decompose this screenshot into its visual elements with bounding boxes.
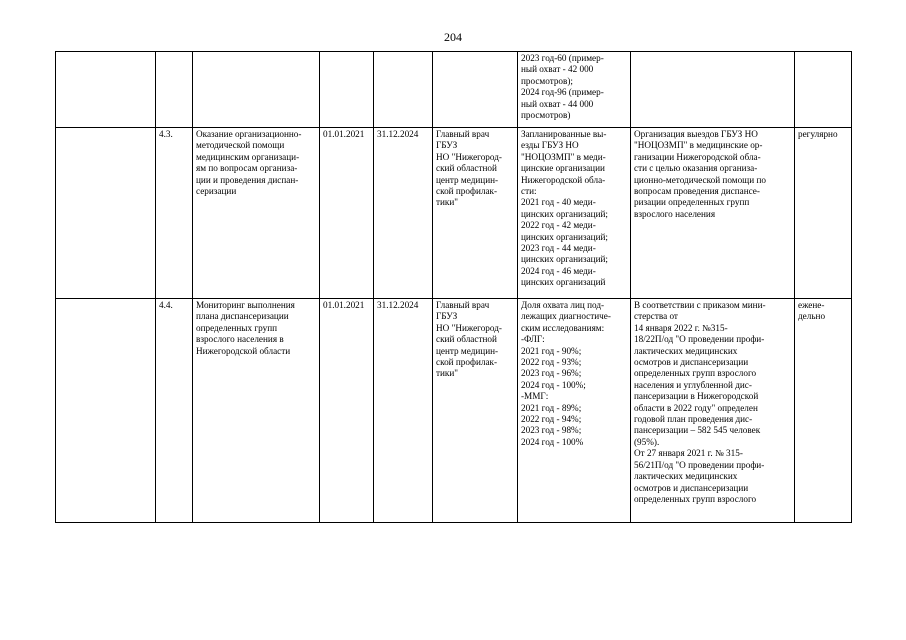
result-line: лактических медицинских: [634, 471, 738, 482]
indicator-line: 2023 год - 98%;: [521, 425, 582, 436]
result-line: ционно-методической помощи по: [634, 174, 766, 185]
frequency-cell: [795, 299, 852, 523]
indicator-line: -ФЛГ:: [521, 334, 545, 345]
indicator-line: 2021 год - 90%;: [521, 345, 582, 356]
indicator-line: 2022 год - 93%;: [521, 357, 582, 368]
frequency-line: дельно: [798, 311, 826, 322]
responsible-cell: [433, 52, 518, 128]
item-number-text: 4.4.: [159, 300, 173, 310]
end-date-cell: [374, 52, 433, 128]
result-line: взрослого населения: [634, 208, 716, 219]
frequency-line: регулярно: [798, 129, 838, 139]
result-line: ризации определенных групп: [634, 197, 750, 208]
responsible-line: тики": [436, 197, 459, 208]
indicator-line: "НОЦОЗМП" в меди-: [521, 151, 606, 162]
indicator-line: просмотров);: [521, 75, 573, 86]
responsible-line: ГБУЗ: [436, 311, 458, 322]
indicator-line: 2023 год-60 (пример-: [521, 53, 604, 63]
start-date-cell: [320, 52, 374, 128]
indicator-line: -ММГ:: [521, 391, 549, 402]
indicator-cell: [518, 128, 631, 299]
result-line: стерства от: [634, 311, 678, 322]
plan-table: [55, 51, 852, 523]
indicator-line: Запланированные вы-: [521, 129, 607, 139]
measure-line: серизации: [196, 186, 237, 197]
responsible-line: Главный врач: [436, 129, 490, 139]
item-number-cell: [156, 128, 193, 299]
responsible-line: ский областной: [436, 334, 497, 345]
table-row: [56, 52, 852, 128]
start-date-text: 01.01.2021: [323, 129, 365, 139]
indicator-line: сти:: [521, 186, 537, 197]
indicator-line: ный охват - 42 000: [521, 64, 594, 75]
table-row: [56, 128, 852, 299]
result-line: определенных групп взрослого: [634, 368, 757, 379]
indicator-line: 2021 год - 89%;: [521, 402, 582, 413]
result-cell: [631, 299, 795, 523]
indicator-line: ским исследованиям:: [521, 322, 605, 333]
result-line: сти с целью оказания организа-: [634, 163, 758, 174]
indicator-line: цинских организаций;: [521, 254, 608, 265]
indicator-cell: [518, 299, 631, 523]
responsible-line: центр медицин-: [436, 345, 499, 356]
responsible-line: ГБУЗ: [436, 140, 458, 151]
measure-line: Нижегородской области: [196, 345, 291, 356]
result-line: От 27 января 2021 г. № 315-: [634, 448, 743, 459]
blank-cell: [56, 299, 156, 523]
result-line: ганизации Нижегородской обла-: [634, 151, 761, 162]
responsible-line: НО "Нижегород-: [436, 322, 502, 333]
indicator-line: цинские организации: [521, 163, 605, 174]
indicator-line: 2021 год - 40 меди-: [521, 197, 596, 208]
result-cell: [631, 52, 795, 128]
result-line: пансеризации в Нижегородской: [634, 391, 759, 402]
measure-cell: [193, 52, 320, 128]
measure-line: плана диспансеризации: [196, 311, 289, 322]
result-line: вопросам проведения диспансе-: [634, 186, 760, 197]
measure-cell: [193, 128, 320, 299]
result-line: 14 января 2022 г. №315-: [634, 322, 728, 333]
result-cell: [631, 128, 795, 299]
indicator-line: 2022 год - 42 меди-: [521, 220, 596, 231]
indicator-line: ный охват - 44 000: [521, 98, 594, 109]
responsible-line: Главный врач: [436, 300, 490, 310]
result-line: пансеризации – 582 545 человек: [634, 425, 761, 436]
indicator-line: цинских организаций;: [521, 208, 608, 219]
result-line: "НОЦОЗМП" в медицинские ор-: [634, 140, 763, 151]
frequency-cell: [795, 52, 852, 128]
end-date-cell: [374, 299, 433, 523]
frequency-line: ежене-: [798, 300, 825, 310]
item-number-cell: [156, 299, 193, 523]
indicator-line: 2023 год - 44 меди-: [521, 243, 596, 254]
measure-line: взрослого населения в: [196, 334, 284, 345]
result-line: 18/22П/од "О проведении профи-: [634, 334, 765, 345]
responsible-cell: [433, 128, 518, 299]
start-date-cell: [320, 128, 374, 299]
result-line: годовой план проведения дис-: [634, 414, 753, 425]
indicator-line: просмотров): [521, 110, 571, 121]
responsible-line: центр медицин-: [436, 174, 499, 185]
result-line: области в 2022 году" определен: [634, 402, 758, 413]
result-line: Организация выездов ГБУЗ НО: [634, 129, 758, 139]
measure-line: Оказание организационно-: [196, 129, 302, 139]
responsible-line: тики": [436, 368, 459, 379]
table-row: [56, 299, 852, 523]
indicator-line: 2024 год - 100%: [521, 436, 584, 447]
result-line: (95%).: [634, 436, 660, 447]
start-date-text: 01.01.2021: [323, 300, 365, 310]
page-number: 204: [444, 30, 462, 44]
indicator-line: Нижегородской обла-: [521, 174, 606, 185]
indicator-line: цинских организаций;: [521, 231, 608, 242]
indicator-line: лежащих диагностиче-: [521, 311, 611, 322]
indicator-line: 2024 год-96 (пример-: [521, 87, 604, 98]
result-line: осмотров и диспансеризации: [634, 357, 749, 368]
blank-cell: [56, 52, 156, 128]
measure-cell: [193, 299, 320, 523]
end-date-cell: [374, 128, 433, 299]
frequency-cell: [795, 128, 852, 299]
measure-line: определенных групп: [196, 322, 278, 333]
indicator-line: цинских организаций: [521, 277, 606, 288]
measure-line: ям по вопросам организа-: [196, 163, 298, 174]
start-date-cell: [320, 299, 374, 523]
indicator-line: 2022 год - 94%;: [521, 414, 582, 425]
indicator-line: 2023 год - 96%;: [521, 368, 582, 379]
indicator-line: Доля охвата лиц под-: [521, 300, 605, 310]
end-date-text: 31.12.2024: [377, 129, 419, 139]
responsible-line: ской профилак-: [436, 186, 498, 197]
responsible-cell: [433, 299, 518, 523]
item-number-cell: [156, 52, 193, 128]
measure-line: методической помощи: [196, 140, 285, 151]
result-line: 56/21П/од "О проведении профи-: [634, 459, 765, 470]
result-line: определенных групп взрослого: [634, 493, 757, 504]
item-number-text: 4.3.: [159, 129, 173, 139]
blank-cell: [56, 128, 156, 299]
result-line: В соответствии с приказом мини-: [634, 300, 766, 310]
measure-line: ции и проведения диспан-: [196, 174, 299, 185]
measure-line: Мониторинг выполнения: [196, 300, 295, 310]
responsible-line: НО "Нижегород-: [436, 151, 502, 162]
indicator-cell: [518, 52, 631, 128]
indicator-line: езды ГБУЗ НО: [521, 140, 579, 151]
responsible-line: ский областной: [436, 163, 497, 174]
indicator-line: 2024 год - 100%;: [521, 379, 586, 390]
measure-line: медицинским организаци-: [196, 151, 300, 162]
result-line: населения и углубленной дис-: [634, 379, 752, 390]
result-line: лактических медицинских: [634, 345, 738, 356]
indicator-line: 2024 год - 46 меди-: [521, 265, 596, 276]
responsible-line: ской профилак-: [436, 357, 498, 368]
end-date-text: 31.12.2024: [377, 300, 419, 310]
result-line: осмотров и диспансеризации: [634, 482, 749, 493]
